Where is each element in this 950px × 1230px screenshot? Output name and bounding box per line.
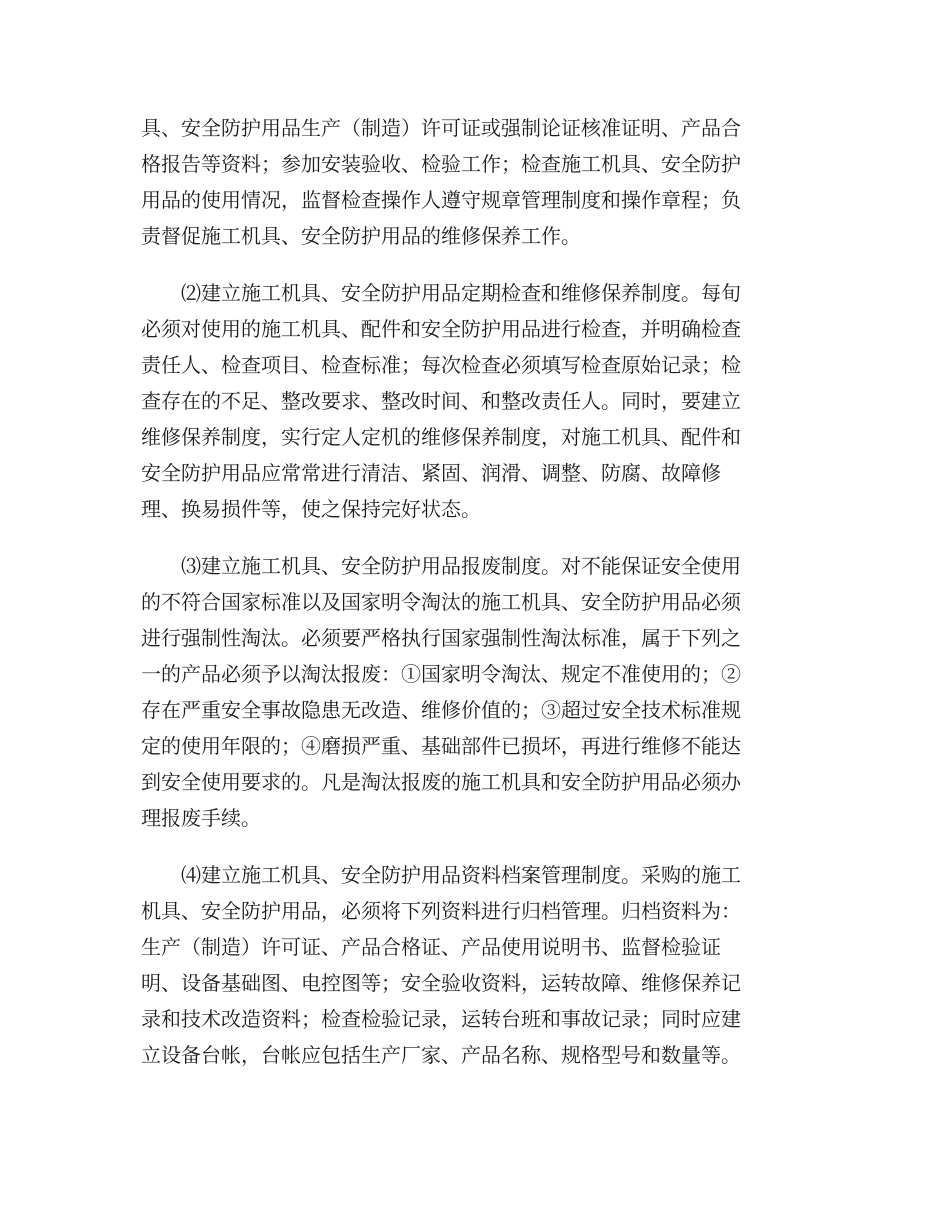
text-line: 录和技术改造资料；检查检验记录，运转台班和事故记录；同时应建 (141, 1007, 741, 1031)
text-line: 理、换易损件等，使之保持完好状态。 (141, 497, 481, 521)
text-line: ⑵建立施工机具、安全防护用品定期检查和维修保养制度。每旬 (141, 281, 741, 305)
text-line: 具、安全防护用品生产（制造）许可证或强制论证核准证明、产品合 (141, 116, 741, 140)
paragraph-2-inspection-maintenance (141, 275, 811, 527)
text-line: 格报告等资料；参加安装验收、检验工作；检查施工机具、安全防护 (141, 152, 741, 176)
text-line: 生产（制造）许可证、产品合格证、产品使用说明书、监督检验证 (141, 935, 721, 959)
text-line: 必须对使用的施工机具、配件和安全防护用品进行检查，并明确检查 (141, 317, 741, 341)
text-line: ⑶建立施工机具、安全防护用品报废制度。对不能保证安全使用 (141, 554, 741, 578)
text-line: 用品的使用情况，监督检查操作人遵守规章管理制度和操作章程；负 (141, 188, 741, 212)
text-line: 一的产品必须予以淘汰报废：①国家明令淘汰、规定不准使用的；② (141, 662, 741, 686)
text-line: 维修保养制度，实行定人定机的维修保养制度，对施工机具、配件和 (141, 425, 741, 449)
text-line: 的不符合国家标准以及国家明令淘汰的施工机具、安全防护用品必须 (141, 590, 741, 614)
paragraph-4-archive-management (141, 857, 811, 1073)
text-line: 立设备台帐，台帐应包括生产厂家、产品名称、规格型号和数量等。 (141, 1043, 741, 1067)
text-line: 明、设备基础图、电控图等；安全验收资料，运转故障、维修保养记 (141, 971, 741, 995)
paragraph-1-continuation (141, 110, 811, 254)
text-line: ⑷建立施工机具、安全防护用品资料档案管理制度。采购的施工 (141, 863, 741, 887)
text-line: 定的使用年限的；④磨损严重、基础部件已损坏，再进行维修不能达 (141, 734, 741, 758)
text-line: 责任人、检查项目、检查标准；每次检查必须填写检查原始记录；检 (141, 353, 741, 377)
text-line: 到安全使用要求的。凡是淘汰报废的施工机具和安全防护用品必须办 (141, 770, 741, 794)
text-line: 查存在的不足、整改要求、整改时间、和整改责任人。同时，要建立 (141, 389, 741, 413)
text-line: 理报废手续。 (141, 806, 261, 830)
text-line: 责督促施工机具、安全防护用品的维修保养工作。 (141, 224, 581, 248)
text-line: 存在严重安全事故隐患无改造、维修价值的；③超过安全技术标准规 (141, 698, 741, 722)
text-line: 进行强制性淘汰。必须要严格执行国家强制性淘汰标准，属于下列之 (141, 626, 741, 650)
text-line: 机具、安全防护用品，必须将下列资料进行归档管理。归档资料为： (141, 899, 741, 923)
text-line: 安全防护用品应常常进行清洁、紧固、润滑、调整、防腐、故障修 (141, 461, 721, 485)
paragraph-3-scrapping (141, 548, 811, 836)
